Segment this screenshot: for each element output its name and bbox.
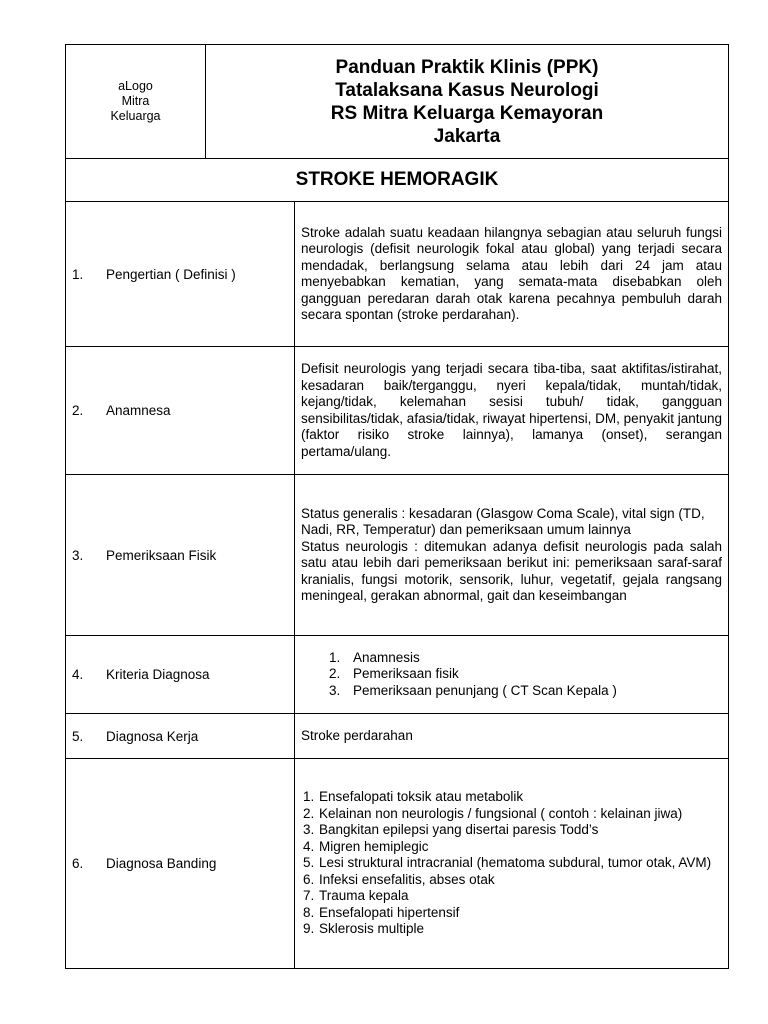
list-item: 2. Pemeriksaan fisik xyxy=(329,666,459,682)
table-row xyxy=(66,759,729,969)
ppk-document xyxy=(65,44,728,969)
row-content xyxy=(295,475,729,636)
hospital-logo xyxy=(66,45,206,159)
criteria-list xyxy=(301,650,722,700)
row-content xyxy=(295,759,729,969)
row-number: 2. xyxy=(72,403,84,418)
row-label xyxy=(66,475,295,636)
row-content xyxy=(295,714,729,759)
diagnosa-kerja-text: Stroke perdarahan xyxy=(301,727,413,743)
anamnesa-text: Defisit neurologis yang terjadi secara tiba-tiba, saat aktifitas/istirahat, kesadaran baik/terganggu, nyeri kepala/tidak, muntah/tidak, kejang/tidak, kelemahan sesisi tubuh/ tidak, gangguan sensibilitas/tidak, afasia/tidak, riwayat hipertensi, DM, penyakit jantung (faktor risiko stroke lainnya), lamanya (onset), serangan pertama/ulang. xyxy=(301,361,723,459)
row-label-text: Diagnosa Kerja xyxy=(106,728,199,744)
list-item: 2. Kelainan non neurologis / fungsional ( contoh : kelainan jiwa) xyxy=(303,805,683,821)
title-line: Jakarta xyxy=(433,125,501,147)
definition-text: Stroke adalah suatu keadaan hilangnya sebagian atau seluruh fungsi neurologis (defisit neurologik fokal atau global) yang terjadi secara mendadak, berlangsung selama atau lebih dari 24 jam atau menyebabkan kematian, yang semata-mata disebabkan oleh gangguan peredaran darah otak karena pecahnya pembuluh darah secara spontan (stroke perdarahan). xyxy=(301,224,723,322)
status-generalis-text: Status generalis : kesadaran (Glasgow Coma Scale), vital sign (TD, Nadi, RR, Temperatur) dan pemeriksaan umum lainnya xyxy=(301,505,705,537)
title-line: RS Mitra Keluarga Kemayoran xyxy=(330,102,604,124)
list-item: 3. Bangkitan epilepsi yang disertai paresis Todd’s xyxy=(303,822,599,838)
row-label xyxy=(66,202,295,347)
list-item: 7. Trauma kepala xyxy=(303,888,409,904)
logo-line: Mitra xyxy=(121,94,150,108)
row-label-text: Diagnosa Banding xyxy=(106,856,217,871)
list-item: 3. Pemeriksaan penunjang ( CT Scan Kepala ) xyxy=(329,682,617,698)
list-item: 6. Infeksi ensefalitis, abses otak xyxy=(303,871,495,887)
differential-list xyxy=(301,789,722,938)
row-content xyxy=(295,202,729,347)
table-row xyxy=(66,347,729,475)
table-row xyxy=(66,202,729,347)
table-row xyxy=(66,714,729,759)
row-number: 5. xyxy=(72,728,84,744)
list-item: 4. Migren hemiplegic xyxy=(303,838,429,854)
row-content xyxy=(295,347,729,475)
logo-line: aLogo xyxy=(118,79,153,93)
title-line: Tatalaksana Kasus Neurologi xyxy=(335,79,599,101)
list-item: 1. Ensefalopati toksik atau metabolik xyxy=(303,789,524,805)
list-item: 5. Lesi struktural intracranial (hematoma subdural, tumor otak, AVM) xyxy=(303,855,712,871)
status-neurologis-text: Status neurologis : ditemukan adanya defisit neurologis pada salah satu atau lebih dari pemeriksaan berikut ini: pemeriksaan saraf-saraf kranialis, fungsi motorik, sensorik, luhur, vegetatif, gejala rangsang meningeal, gerakan abnormal, gait dan keseimbangan xyxy=(301,538,723,603)
row-label-text: Kriteria Diagnosa xyxy=(106,667,210,682)
row-label-text: Anamnesa xyxy=(106,403,171,418)
row-label xyxy=(66,347,295,475)
list-item: 9. Sklerosis multiple xyxy=(303,921,425,937)
row-label xyxy=(66,714,295,759)
row-label-text: Pengertian ( Definisi ) xyxy=(106,266,236,282)
list-item: 1. Anamnesis xyxy=(329,649,420,665)
table-row xyxy=(66,475,729,636)
list-item: 8. Ensefalopati hipertensif xyxy=(303,904,460,920)
ppk-table xyxy=(65,44,729,969)
document-title xyxy=(206,45,729,159)
row-content xyxy=(295,636,729,714)
row-label-text: Pemeriksaan Fisik xyxy=(106,547,217,563)
row-number: 4. xyxy=(72,667,84,682)
row-label xyxy=(66,636,295,714)
logo-line: Keluarga xyxy=(110,109,161,123)
row-number: 6. xyxy=(72,856,84,871)
row-label xyxy=(66,759,295,969)
header-row xyxy=(66,45,729,159)
row-number: 3. xyxy=(72,547,84,563)
title-line: Panduan Praktik Klinis (PPK) xyxy=(335,56,599,78)
section-title: STROKE HEMORAGIK xyxy=(66,159,729,202)
row-number: 1. xyxy=(72,266,84,282)
table-row xyxy=(66,636,729,714)
section-row xyxy=(66,159,729,202)
